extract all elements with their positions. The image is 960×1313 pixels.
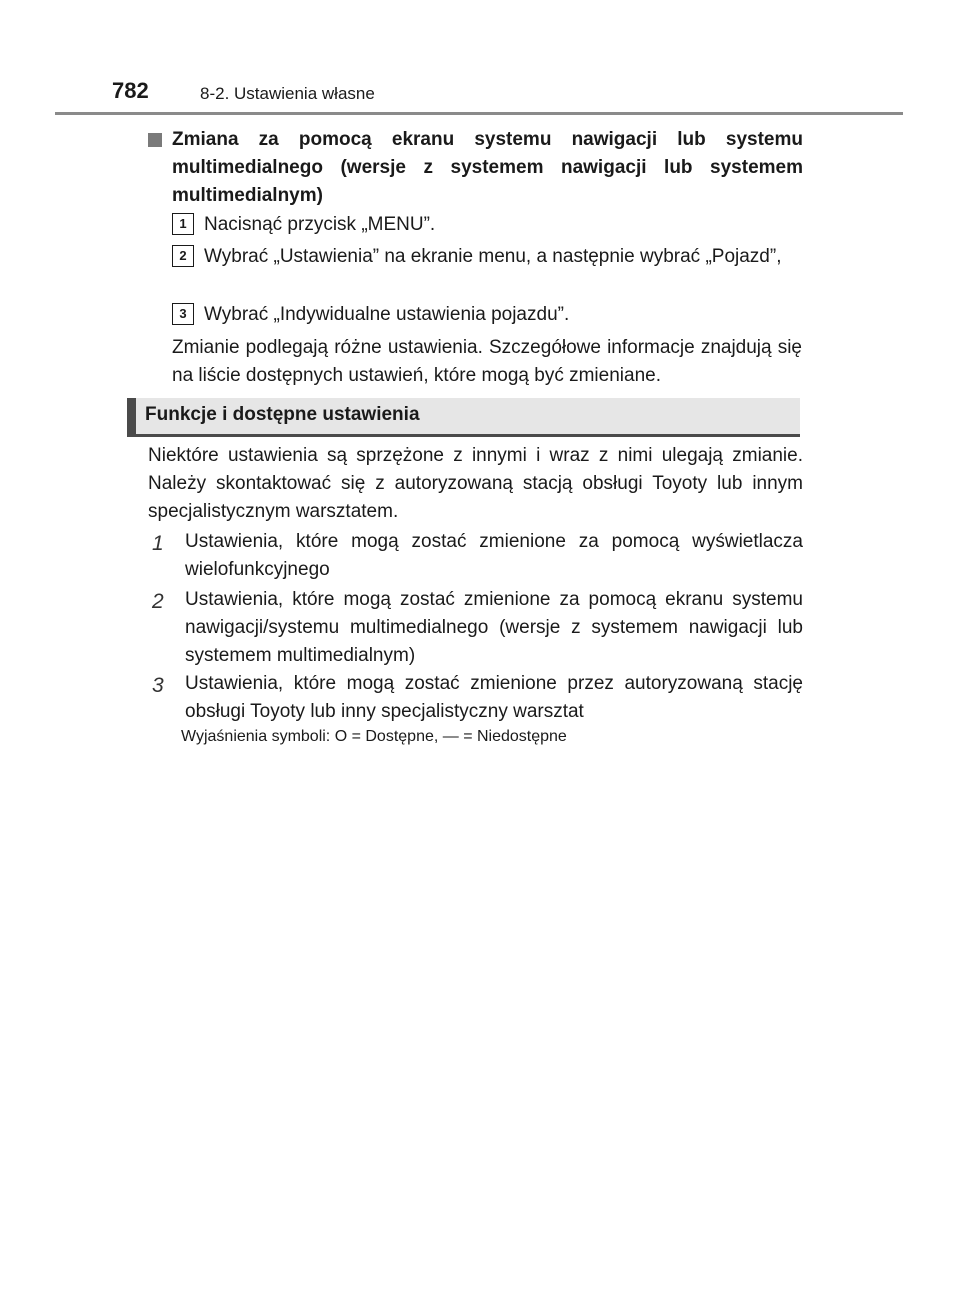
item-number-icon: 1 (152, 532, 164, 555)
section-title: Funkcje i dostępne ustawienia (145, 404, 420, 425)
title-bar-edge (127, 398, 136, 437)
page-header (112, 78, 892, 108)
list-item (148, 670, 803, 726)
item-number-icon: 2 (152, 590, 164, 613)
list-item-text: Ustawienia, które mogą zostać zmienione za pomocą wyświetlacza wielofunkcyjnego (185, 531, 803, 580)
functions-intro: Niektóre ustawienia są sprzężone z innymi i wraz z nimi ulegają zmianie. Należy skontaktować się z autoryzowaną stacją obsługi Toyoty lub innym specjalistycznym warsztatem. (148, 445, 803, 522)
step-2 (172, 242, 802, 271)
step-number-box: 1 (172, 213, 194, 235)
page-number: 782 (112, 78, 149, 103)
chapter-title: 8-2. Ustawienia własne (200, 84, 375, 103)
square-bullet-icon (148, 133, 162, 147)
step-number-box: 2 (172, 245, 194, 267)
symbol-legend: Wyjaśnienia symboli: O = Dostępne, — = Niedostępne (181, 728, 567, 745)
step-text: Nacisnąć przycisk „MENU”. (204, 214, 436, 235)
list-item (148, 586, 803, 670)
section-title-bar (127, 398, 800, 437)
step-3 (172, 300, 802, 329)
step-1 (172, 210, 802, 239)
step-text: Wybrać „Indywidualne ustawienia pojazdu”. (204, 304, 570, 325)
list-item-text: Ustawienia, które mogą zostać zmienione przez autoryzowaną stację obsługi Toyoty lub inny specjalistyczny warsztat (185, 673, 803, 722)
step-number-box: 3 (172, 303, 194, 325)
settings-note: Zmianie podlegają różne ustawienia. Szczegółowe informacje znajdują się na liście dostępnych ustawień, które mogą być zmieniane. (172, 337, 802, 386)
header-divider (55, 112, 903, 115)
item-number-icon: 3 (152, 674, 164, 697)
list-item (148, 528, 803, 584)
list-item-text: Ustawienia, które mogą zostać zmienione za pomocą ekranu systemu nawigacji/systemu multimedialnego (wersje z systemem nawigacji lub systemem multimedialnym) (185, 589, 803, 666)
section-heading-text: Zmiana za pomocą ekranu systemu nawigacji lub systemu multimedialnego (wersje z systemem nawigacji lub systemem multimedialnym) (172, 129, 803, 206)
step-text: Wybrać „Ustawienia” na ekranie menu, a następnie wybrać „Pojazd”, (204, 246, 782, 267)
